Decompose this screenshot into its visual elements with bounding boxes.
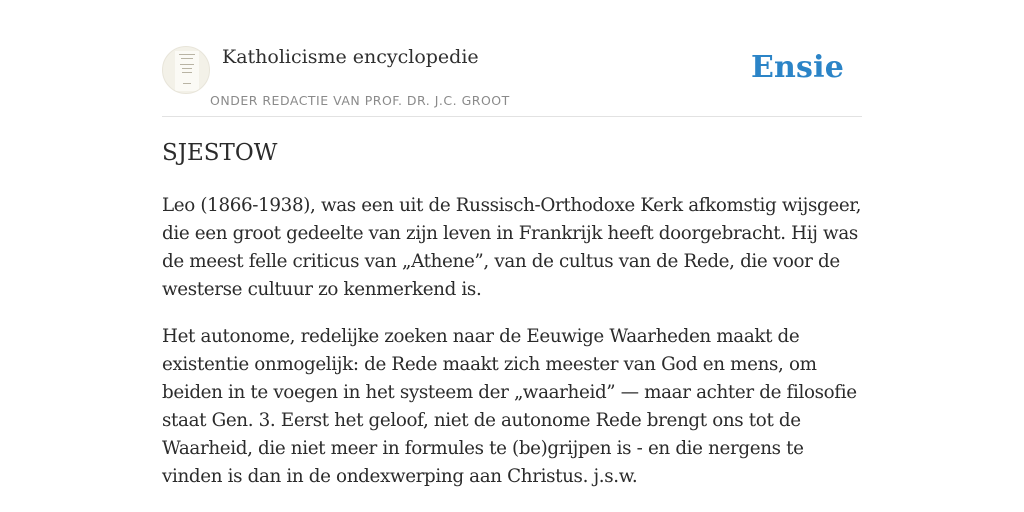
- encyclopedia-title-link[interactable]: Katholicisme encyclopedie: [222, 46, 479, 68]
- header: [162, 0, 862, 117]
- editor-line: ONDER REDACTIE VAN PROF. DR. J.C. GROOT: [210, 93, 510, 108]
- book-cover-page: [175, 51, 199, 91]
- entry-body: [162, 192, 862, 510]
- book-cover-icon[interactable]: [162, 46, 210, 94]
- entry-paragraph: Het autonome, redelijke zoeken naar de Eeuwige Waarheden maakt de existentie onmogelijk: de Rede maakt zich meester van God en mens, om beiden in te voegen in het systeem der „waarheid” — maar achter de filosofie staat Gen. 3. Eerst het geloof, niet de autonome Rede brengt ons tot de Waarheid, die niet meer in formules te (be)grijpen is - en die nergens te vinden is dan in de ondexwerping aan Christus. j.s.w.: [162, 326, 857, 487]
- page-container: [162, 0, 862, 487]
- entry-paragraph: Leo (1866-1938), was een uit de Russisch-Orthodoxe Kerk afkomstig wijsgeer, die een groot gedeelte van zijn leven in Frankrijk heeft doorgebracht. Hij was de meest felle criticus van „Athene”, van de cultus van de Rede, die voor de westerse cultuur zo kenmerkend is.: [162, 195, 862, 300]
- entry-title: SJESTOW: [162, 140, 278, 166]
- site-logo[interactable]: Ensie: [750, 50, 844, 85]
